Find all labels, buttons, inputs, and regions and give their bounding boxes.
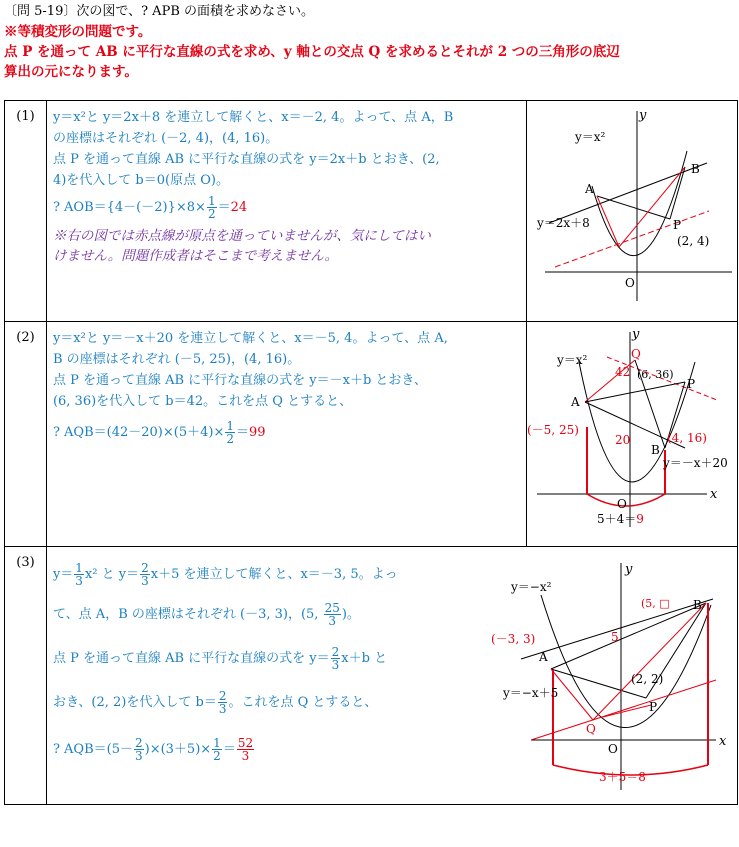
problem-statement: 〔問 5-19〕次の図で、? APB の面積を求めなさい。 — [4, 4, 315, 19]
origin: O — [616, 497, 627, 511]
solution-cell — [46, 547, 737, 805]
solution-text — [46, 322, 526, 547]
note-line-2: 算出の元になります。 — [4, 64, 138, 80]
row-1 — [5, 101, 738, 322]
numerator: 2 — [331, 645, 340, 659]
answer: 99 — [249, 425, 266, 440]
t: x＋b と — [341, 651, 388, 666]
text-line: 4)を代入して b＝0(原点 O)。 — [52, 173, 229, 188]
text-line — [53, 557, 493, 593]
row-number: (3) — [5, 547, 47, 805]
parabola-label: y＝x² — [556, 353, 588, 367]
segment-ap — [585, 382, 685, 402]
fraction — [218, 690, 228, 715]
t: 。これを点 Q とすると、 — [228, 695, 378, 710]
segment — [551, 603, 706, 669]
point-q: Q — [630, 347, 641, 361]
parabola-label: y＝x² — [574, 130, 606, 144]
t: )。 — [341, 607, 360, 622]
b-coord-frac: □ — [659, 597, 670, 610]
fraction — [212, 737, 222, 762]
t: ＝ — [222, 742, 236, 757]
text-line: 点 P を通って直線 AB に平行な直線の式を y＝－x＋b とおき、 — [52, 373, 427, 388]
equals: ＝ — [235, 425, 249, 440]
a-coordinate: (－3, 3) — [490, 632, 536, 646]
a-coordinate: (－5, 25) — [526, 423, 579, 437]
line-label: y＝－x＋20 — [662, 456, 728, 470]
numerator: 1 — [226, 419, 234, 433]
text-line: (6, 36)を代入して b＝42。これを点 Q とすると、 — [52, 394, 353, 409]
t: )×(3＋5)× — [144, 742, 212, 757]
value-42: 42 — [614, 365, 631, 379]
point-p: P — [686, 377, 696, 391]
fraction — [331, 646, 341, 671]
denominator: 3 — [328, 614, 337, 628]
numerator: 2 — [134, 736, 143, 750]
b-coord-text: (5, — [640, 597, 656, 610]
row-number: (2) — [5, 322, 47, 547]
y-label: y — [638, 108, 647, 123]
parabola — [592, 151, 687, 256]
text-line — [53, 593, 493, 637]
fraction — [134, 737, 144, 762]
calc-line — [53, 420, 520, 445]
numerator: 1 — [75, 561, 83, 575]
header — [4, 2, 734, 82]
point-a: A — [570, 395, 580, 409]
calc-line — [53, 195, 520, 220]
note-text: ※右の図では赤点線が原点を通っていませんが、気にしてはい — [52, 228, 431, 244]
point-b: B — [690, 162, 700, 176]
parabola — [541, 595, 711, 728]
text-line: 点 P を通って直線 AB に平行な直線の式を y＝2x＋b とおき、(2, — [52, 152, 440, 167]
point-b: B — [692, 598, 702, 612]
figure-2 — [527, 322, 737, 542]
text-line: y＝x²と y＝2x＋8 を連立して解くと、x＝－2, 4。よって、点 A，B — [52, 110, 454, 125]
point-p: P — [648, 700, 658, 714]
denominator: 3 — [241, 749, 250, 763]
red-line — [597, 196, 619, 247]
text-line: B の座標はそれぞれ (－5, 25)，(4, 16)。 — [52, 352, 301, 367]
bottom-label — [597, 512, 644, 526]
value-20: 20 — [614, 433, 631, 447]
note-text: けません。問題作成者はそこまで考えません。 — [52, 248, 339, 264]
t: y＝ — [52, 567, 74, 582]
p-coordinate: (6, 36) — [636, 368, 674, 381]
fraction — [324, 602, 341, 627]
row-3 — [5, 547, 738, 805]
fraction — [74, 562, 84, 587]
t: x² と y＝ — [84, 567, 140, 582]
x-label: x — [718, 734, 727, 749]
denominator: 2 — [207, 207, 216, 221]
denominator: 2 — [213, 749, 221, 763]
t: ? AQB＝(5－ — [52, 742, 133, 757]
text-line: の座標はそれぞれ (－2, 4)，(4, 16)。 — [52, 131, 279, 146]
note-line-1: 点 P を通って AB に平行な直線の式を求め、y 軸との交点 Q を求めるとそれが 2 つの三角形の底辺 — [4, 44, 620, 60]
denominator: 3 — [218, 702, 227, 716]
p-coordinate: (2, 2) — [630, 672, 664, 686]
t: て、点 A，B の座標はそれぞれ (－3, 3)，(5, — [52, 607, 323, 622]
bottom-answer: 9 — [636, 512, 644, 526]
point-p: P — [672, 218, 682, 232]
fraction — [207, 195, 217, 220]
bottom-expr: 5＋4＝ — [596, 512, 637, 526]
y-label: y — [631, 327, 640, 342]
b-coordinate: (4, 16) — [666, 431, 707, 445]
point-a: A — [584, 182, 594, 196]
parabola-label: y＝−x² — [510, 580, 552, 594]
line-label: y＝2x＋8 — [536, 216, 590, 230]
text-line — [53, 637, 493, 681]
fraction — [140, 562, 150, 587]
numerator: 25 — [324, 601, 340, 615]
x-label: x — [709, 487, 718, 502]
text-line — [53, 681, 493, 725]
solution-text — [46, 101, 526, 322]
answer-fraction — [237, 737, 254, 762]
red-line — [619, 167, 685, 247]
t: 点 P を通って直線 AB に平行な直線の式を y＝ — [52, 651, 330, 666]
row-number: (1) — [5, 101, 47, 322]
solution-table — [4, 100, 738, 805]
value-5: 5 — [610, 630, 619, 644]
point-q: Q — [585, 722, 596, 736]
equals: ＝ — [217, 200, 231, 215]
y-label: y — [624, 562, 633, 577]
figure-cell — [526, 101, 737, 322]
figure-3 — [491, 555, 737, 795]
bottom-label: 3＋5＝8 — [598, 770, 646, 784]
numerator: 52 — [237, 736, 254, 750]
note-title: ※等積変形の問題です。 — [4, 24, 152, 40]
row-2 — [5, 322, 738, 547]
t: x＋5 を連立して解くと、x＝－3, 5。よっ — [150, 567, 398, 582]
solution-text — [47, 547, 499, 775]
numerator: 1 — [213, 736, 221, 750]
point-a: A — [538, 650, 548, 664]
p-coordinate: (2, 4) — [676, 234, 710, 248]
denominator: 3 — [331, 658, 340, 672]
text-line: y＝x²と y＝－x＋20 を連立して解くと、x＝－5, 4。よって、点 A, — [52, 331, 448, 346]
figure-cell — [526, 322, 737, 547]
calc-line — [53, 725, 493, 775]
denominator: 3 — [75, 574, 83, 588]
numerator: 2 — [218, 689, 227, 703]
denominator: 2 — [226, 432, 234, 446]
fraction — [225, 420, 235, 445]
t: おき、(2, 2)を代入して b＝ — [52, 695, 217, 710]
point-b: B — [650, 443, 660, 457]
line-label: y＝−x＋5 — [502, 686, 559, 700]
denominator: 3 — [141, 574, 149, 588]
segment-bp — [670, 167, 685, 219]
segment-ap — [597, 196, 670, 219]
calc-text: ? AOB＝{4－(－2)}×8× — [52, 200, 206, 215]
numerator: 1 — [207, 194, 216, 208]
line-ab — [521, 599, 713, 659]
origin: O — [624, 276, 635, 290]
b-coordinate — [641, 597, 670, 610]
red-line — [603, 705, 651, 717]
numerator: 2 — [141, 561, 149, 575]
denominator: 3 — [134, 749, 143, 763]
figure-1 — [527, 101, 737, 317]
calc-text: ? AQB＝(42－20)×(5＋4)× — [52, 425, 225, 440]
answer: 24 — [230, 200, 248, 215]
origin: O — [607, 742, 618, 756]
